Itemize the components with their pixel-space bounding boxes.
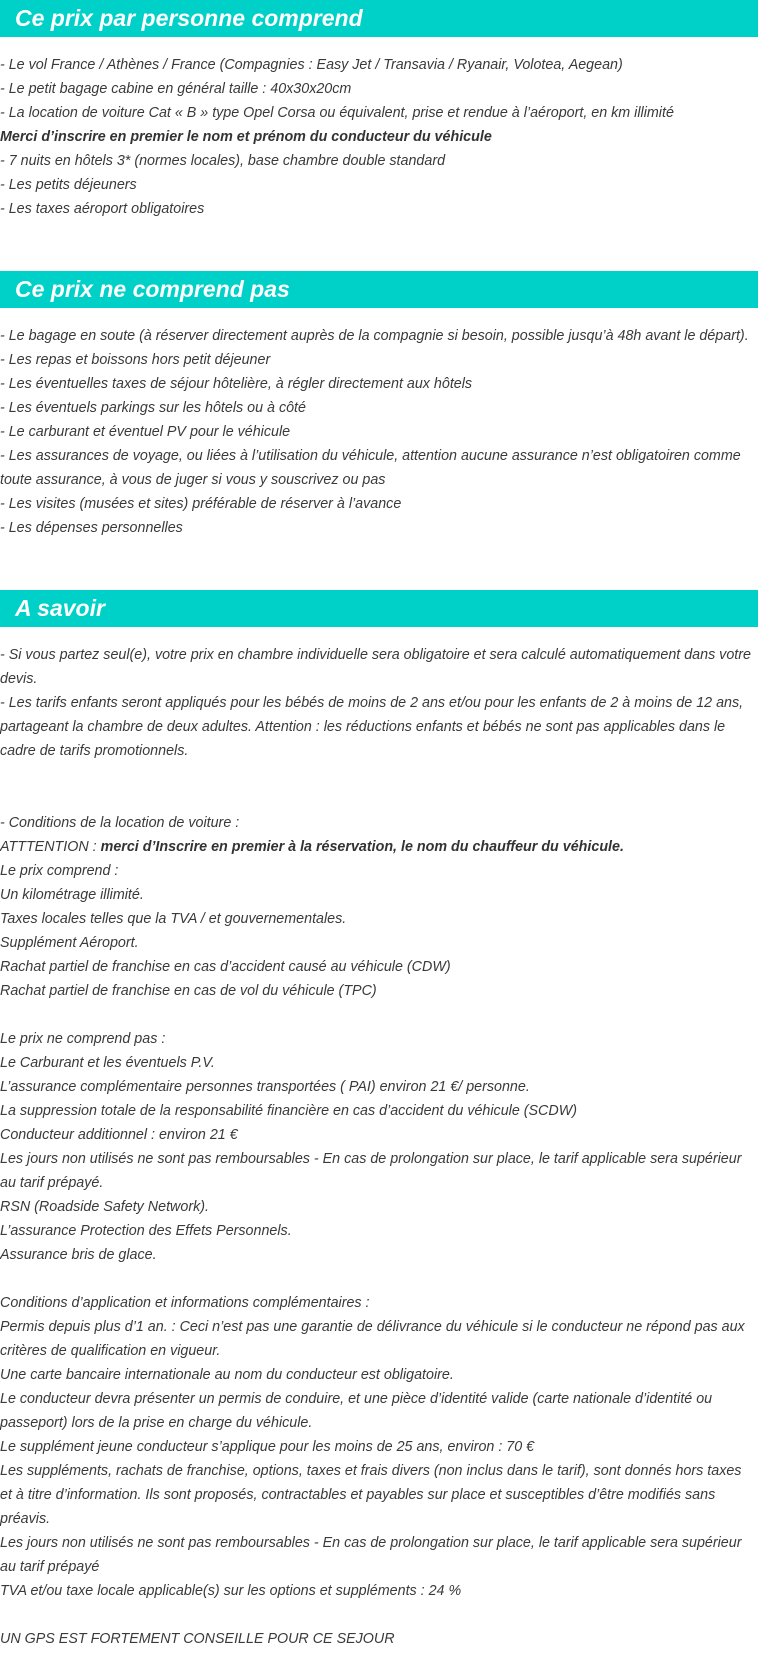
list-item: TVA et/ou taxe locale applicable(s) sur les options et suppléments : 24 % [0,1583,462,1599]
list-item: - La location de voiture Cat « B » type Opel Corsa ou équivalent, prise et rendue à l’aéroport, en km illimité [0,105,674,121]
section-title-info: A savoir [15,595,105,621]
list-item: Taxes locales telles que la TVA / et gouvernementales. [0,911,347,927]
includes-list [0,53,752,221]
list-item: Le prix ne comprend pas : [0,1031,166,1047]
list-item: Assurance bris de glace. [0,1247,157,1263]
section-header-info [0,590,758,627]
list-item: RSN (Roadside Safety Network). [0,1199,209,1215]
info-paragraph: - Si vous partez seul(e), votre prix en chambre individuelle sera obligatoire et sera calculé automatiquement dans votre devis. [0,647,751,687]
list-item: - Les taxes aéroport obligatoires [0,201,205,217]
list-item: - Les assurances de voyage, ou liées à l’utilisation du véhicule, attention aucune assurance n’est obligatoiren comme toute assurance, à vous de juger si vous y souscrivez ou pas [0,448,741,488]
list-item: Supplément Aéroport. [0,935,139,951]
list-item: - Les petits déjeuners [0,177,137,193]
list-item: Un kilométrage illimité. [0,887,144,903]
list-item: La suppression totale de la responsabilité financière en cas d’accident du véhicule (SCDW) [0,1103,577,1119]
list-item: - Le carburant et éventuel PV pour le véhicule [0,424,291,440]
excludes-list [0,324,752,540]
list-item: L’assurance Protection des Effets Personnels. [0,1223,292,1239]
list-item: L’assurance complémentaire personnes transportées ( PAI) environ 21 €/ personne. [0,1079,530,1095]
list-item: - 7 nuits en hôtels 3* (normes locales), base chambre double standard [0,153,446,169]
list-item: - Les éventuels parkings sur les hôtels ou à côté [0,400,306,416]
list-item: - Les éventuelles taxes de séjour hôtelière, à régler directement aux hôtels [0,376,473,392]
list-item: Conditions d’application et informations complémentaires : [0,1295,370,1311]
section-header-includes [0,0,758,37]
attention-line: ATTTENTION : merci d’Inscrire en premier à la réservation, le nom du chauffeur du véhicule. [0,839,624,855]
rental-heading: - Conditions de la location de voiture : [0,815,240,831]
list-item: Rachat partiel de franchise en cas d’accident causé au véhicule (CDW) [0,959,451,975]
list-item: Le conducteur devra présenter un permis de conduire, et une pièce d’identité valide (carte nationale d’identité ou passeport) lors de la prise en charge du véhicule. [0,1391,713,1431]
section-title-includes: Ce prix par personne comprend [15,5,363,31]
list-item: - Le bagage en soute (à réserver directement auprès de la compagnie si besoin, possible jusqu’à 48h avant le départ). [0,328,749,344]
list-item: Permis depuis plus d’1 an. : Ceci n’est pas une garantie de délivrance du véhicule si le conducteur ne répond pas aux critères de qualification en vigueur. [0,1319,745,1359]
driver-name-note: Merci d’inscrire en premier le nom et prénom du conducteur du véhicule [0,129,492,145]
info-paragraph: - Les tarifs enfants seront appliqués pour les bébés de moins de 2 ans et/ou pour les enfants de 2 à moins de 12 ans, partageant la chambre de deux adultes. Attention : les réductions enfants et bébés ne sont pas applicables dans le cadre de tarifs promotionnels. [0,695,744,759]
list-item: Rachat partiel de franchise en cas de vol du véhicule (TPC) [0,983,377,999]
section-header-excludes [0,271,758,308]
info-content [0,643,752,1651]
list-item: - Les visites (musées et sites) préférable de réserver à l’avance [0,496,402,512]
list-item: - Le vol France / Athènes / France (Compagnies : Easy Jet / Transavia / Ryanair, Volotea, Aegean) [0,57,623,73]
list-item: Le Carburant et les éventuels P.V. [0,1055,215,1071]
list-item: - Les dépenses personnelles [0,520,183,536]
list-item: - Les repas et boissons hors petit déjeuner [0,352,271,368]
list-item: Les jours non utilisés ne sont pas remboursables - En cas de prolongation sur place, le tarif applicable sera supérieur au tarif prépayé. [0,1151,742,1191]
list-item: Les suppléments, rachats de franchise, options, taxes et frais divers (non inclus dans le tarif), sont donnés hors taxes et à titre d’information. Ils sont proposés, contractables et payables sur place et susceptibles d’être modifiés sans préavis. [0,1463,742,1527]
gps-note: UN GPS EST FORTEMENT CONSEILLE POUR CE SEJOUR [0,1631,395,1647]
list-item: - Le petit bagage cabine en général taille : 40x30x20cm [0,81,352,97]
list-item: Le supplément jeune conducteur s’applique pour les moins de 25 ans, environ : 70 € [0,1439,535,1455]
list-item: Les jours non utilisés ne sont pas remboursables - En cas de prolongation sur place, le tarif applicable sera supérieur au tarif prépayé [0,1535,742,1575]
list-item: Conducteur additionnel : environ 21 € [0,1127,238,1143]
section-title-excludes: Ce prix ne comprend pas [15,276,290,302]
list-item: Le prix comprend : [0,863,119,879]
list-item: Une carte bancaire internationale au nom du conducteur est obligatoire. [0,1367,454,1383]
